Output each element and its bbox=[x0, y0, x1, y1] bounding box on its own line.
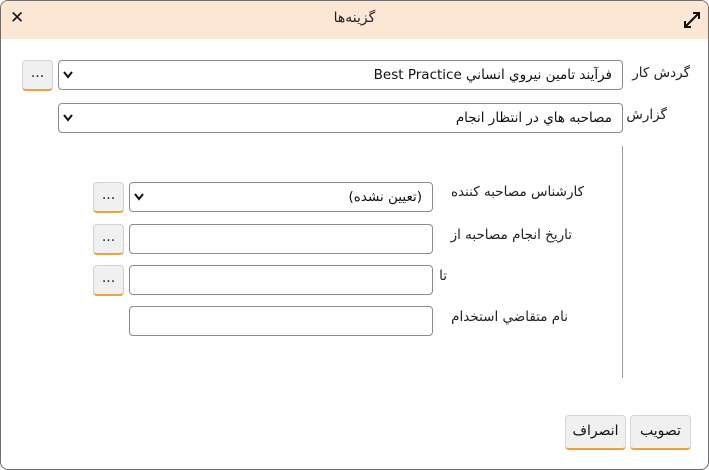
expand-icon[interactable] bbox=[682, 10, 702, 30]
approve-button[interactable]: تصویب bbox=[630, 415, 691, 450]
chevron-down-icon bbox=[134, 193, 144, 201]
date-from-field[interactable] bbox=[129, 224, 433, 254]
report-selected-value: مصاحبه هاي در انتظار انجام bbox=[455, 110, 612, 126]
date-to-picker-button[interactable]: ... bbox=[93, 265, 124, 296]
chevron-down-icon bbox=[63, 71, 73, 79]
date-to-field[interactable] bbox=[129, 265, 433, 295]
workflow-label: گردش کار bbox=[632, 65, 690, 81]
dialog-title: گزینه‌ها bbox=[333, 10, 376, 26]
interviewer-selected-value: (تعیین نشده) bbox=[348, 189, 422, 205]
interviewer-browse-button[interactable]: ... bbox=[93, 182, 124, 213]
chevron-down-icon bbox=[63, 114, 73, 122]
interviewer-select[interactable] bbox=[129, 182, 433, 212]
cancel-button[interactable]: انصراف bbox=[565, 415, 626, 450]
date-to-label: تا bbox=[439, 268, 447, 284]
date-from-label: تاریخ انجام مصاحبه از bbox=[450, 227, 572, 243]
report-select[interactable] bbox=[58, 103, 623, 133]
interviewer-label: کارشناس مصاحبه کننده bbox=[450, 184, 584, 200]
applicant-name-field[interactable] bbox=[129, 306, 433, 336]
applicant-name-label: نام متقاضي استخدام bbox=[451, 309, 568, 325]
date-from-picker-button[interactable]: ... bbox=[93, 224, 124, 255]
vertical-divider bbox=[622, 146, 623, 378]
workflow-selected-value: فرآیند تامین نیروي انساني Best Practice bbox=[373, 67, 612, 83]
workflow-browse-button[interactable]: ... bbox=[22, 60, 53, 91]
dialog-titlebar bbox=[1, 1, 708, 39]
close-icon[interactable]: ✕ bbox=[10, 8, 25, 28]
report-label: گزارش bbox=[626, 107, 667, 123]
workflow-select[interactable] bbox=[58, 60, 623, 90]
